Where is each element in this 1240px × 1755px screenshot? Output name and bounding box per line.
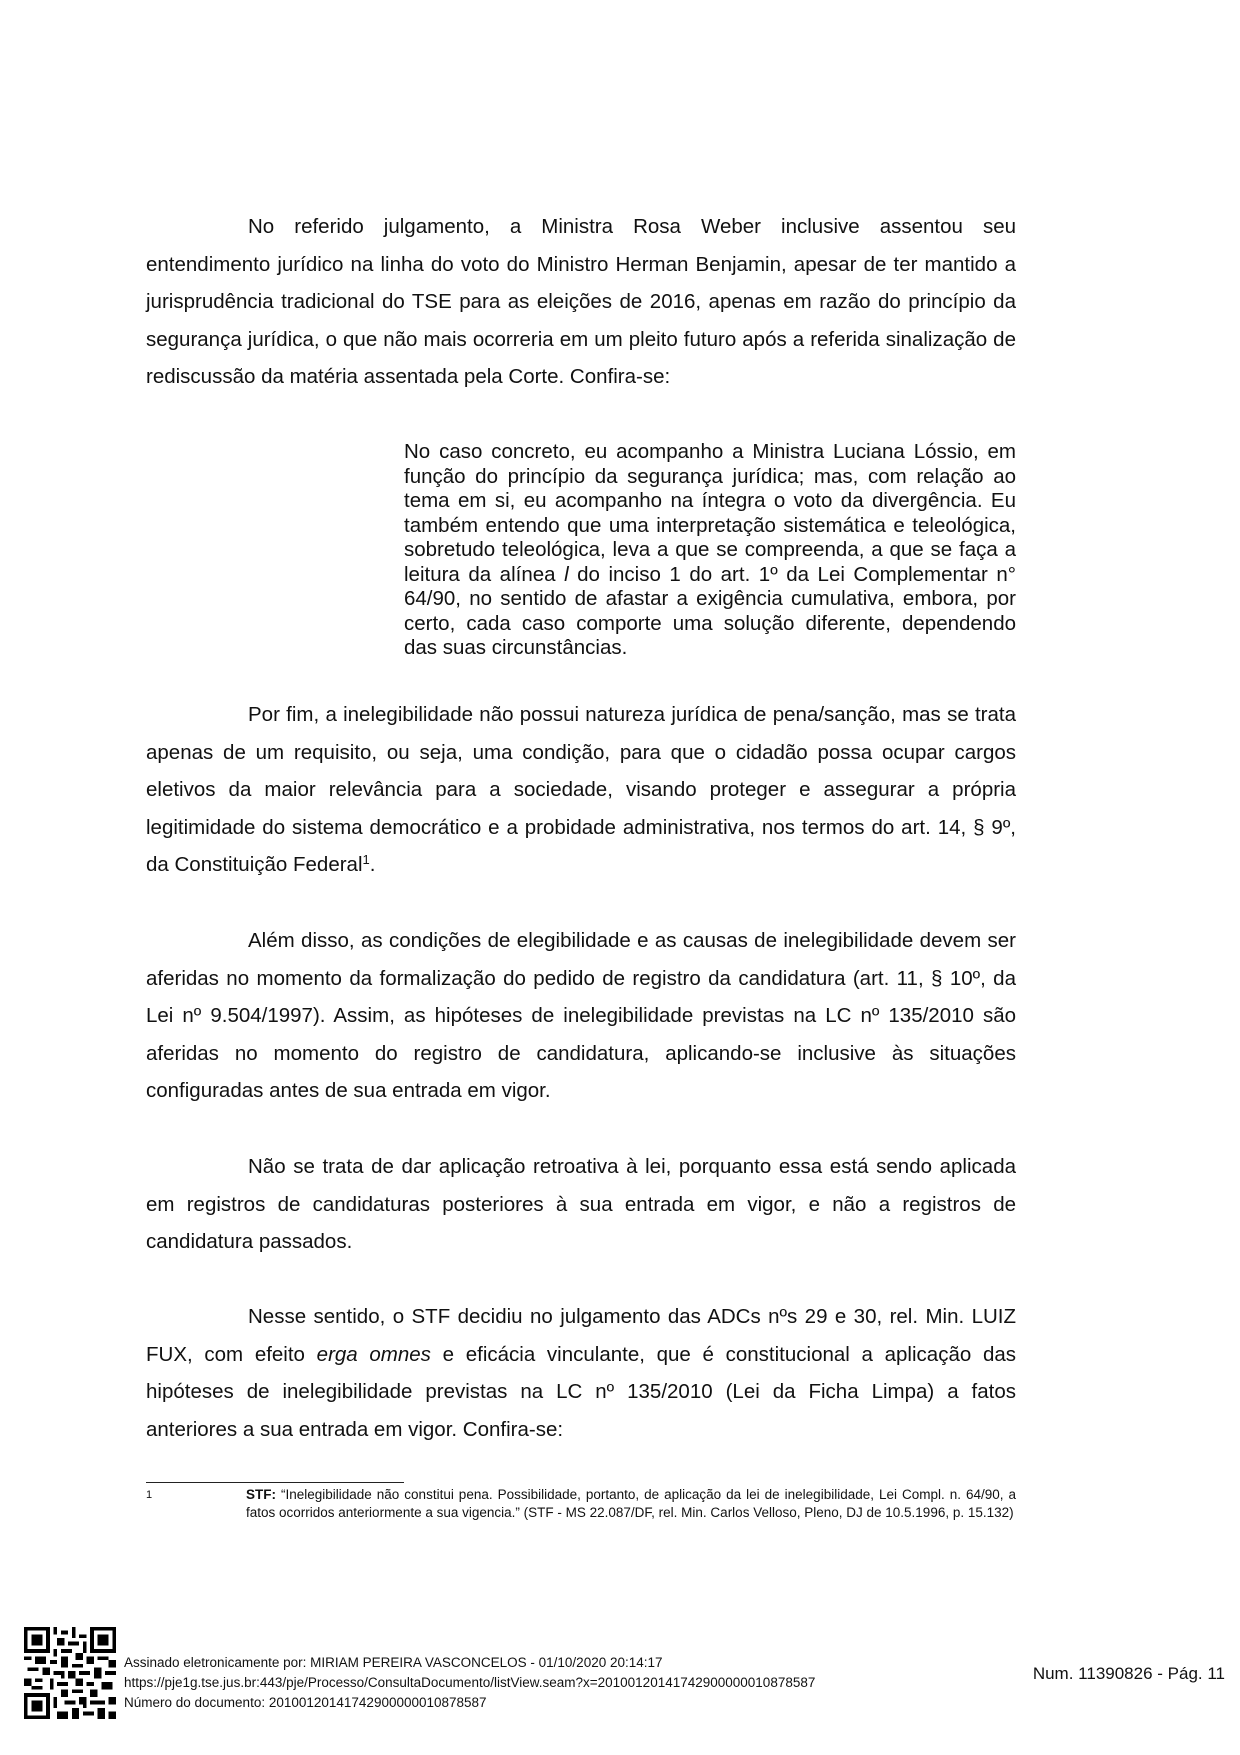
paragraph-stf — [146, 1298, 1016, 1448]
paragraph-inelegibilidade — [146, 696, 1016, 884]
paragraph-end: . — [369, 853, 376, 876]
paragraph-condicoes — [146, 922, 1016, 1110]
signature-url[interactable] — [124, 1673, 815, 1692]
footnote-text: “Inelegibilidade não constitui pena. Possibilidade, portanto, de aplicação da lei de inelegibilidade, Lei Compl. n. 64/90, a fatos ocorridos anteriormente a sua vigencia.” (STF - MS 22.087/DF, rel. Min. Carlos Velloso, Pleno, DJ de 10.5.1996, p. 15.132) — [246, 1487, 1016, 1520]
block-quote-rosa-weber — [404, 440, 1016, 661]
footnote-divider — [146, 1482, 404, 1483]
qr-code-icon — [24, 1627, 116, 1719]
page-number-text: Num. 11390826 - Pág. 11 — [1032, 1664, 1225, 1683]
signature-text: Número do documento: 20100120141742900000010878587 — [124, 1695, 487, 1710]
paragraph-text: Não se trata de dar aplicação retroativa à lei, porquanto essa está sendo aplicada em registros de candidaturas posteriores à sua entrada em vigor, e não a registros de candidatura passados. — [146, 1155, 1016, 1253]
signature-text: Assinado eletronicamente por: MIRIAM PEREIRA VASCONCELOS - 01/10/2020 20:14:17 — [124, 1655, 663, 1670]
paragraph-text: Além disso, as condições de elegibilidade e as causas de inelegibilidade devem ser aferidas no momento da formalização do pedido de registro da candidatura (art. 11, § 10º, da Lei nº 9.504/1997). Assim, as hipóteses de inelegibilidade previstas na LC nº 135/2010 são aferidas no momento do registro de candidatura, aplicando-se inclusive às situações configuradas antes de sua entrada em vigor. — [146, 929, 1016, 1102]
footnote-body — [146, 1486, 1016, 1522]
signature-signed-by — [124, 1653, 663, 1672]
footnote-number: 1 — [146, 1489, 153, 1501]
paragraph-text-end: e eficácia vinculante, que é constitucional a aplicação das hipóteses de inelegibilidade previstas na LC nº 135/2010 (Lei da Ficha Limpa) a fatos anteriores a sua entrada em vigor. Confira-se: — [146, 1342, 1016, 1441]
paragraph-text: Nesse sentido, o STF decidiu no julgamento das ADCs nºs 29 e 30, rel. Min. LUIZ FUX, com efeito — [146, 1305, 1016, 1366]
paragraph-text: Por fim, a inelegibilidade não possui natureza jurídica de pena/sanção, mas se trata apenas de um requisito, ou seja, uma condição, para que o cidadão possa ocupar cargos eletivos da maior relevância para a sociedade, visando proteger e assegurar a própria legitimidade do sistema democrático e a probidade administrativa, nos termos do art. 14, § 9º, da Constituição Federal — [146, 703, 1016, 876]
quote-text: No caso concreto, eu acompanho a Ministra Luciana Lóssio, em função do princípio da segurança jurídica; mas, com relação ao tema em si, eu acompanho na íntegra o voto da divergência. Eu também entendo que uma interpretação sistemática e teleológica, sobretudo teleológica, leva a que se compreenda, a que se faça a leitura da alínea — [404, 440, 1016, 586]
page-number — [1000, 1664, 1225, 1684]
paragraph-italic: erga omnes — [316, 1342, 431, 1366]
paragraph-rosa-weber — [146, 208, 1016, 396]
quote-text-end: do inciso 1 do art. 1º da Lei Complementar n° 64/90, no sentido de afastar a exigência cumulativa, embora, por certo, cada caso comporte uma solução diferente, dependendo das suas circunstâncias. — [404, 562, 1016, 659]
footnote-lead: STF: — [246, 1487, 276, 1502]
footnote-reference[interactable]: 1 — [362, 852, 370, 867]
paragraph-text: No referido julgamento, a Ministra Rosa Weber inclusive assentou seu entendimento jurídico na linha do voto do Ministro Herman Benjamin, apesar de ter mantido a jurisprudência tradicional do TSE para as eleições de 2016, apenas em razão do princípio da segurança jurídica, o que não mais ocorreria em um pleito futuro após a referida sinalização de rediscussão da matéria assentada pela Corte. Confira-se: — [146, 215, 1016, 388]
signature-link[interactable]: https://pje1g.tse.jus.br:443/pje/Processo/ConsultaDocumento/listView.seam?x=20100120141742900000010878587 — [124, 1675, 816, 1690]
quote-italic: l — [564, 562, 569, 586]
footnote — [146, 1486, 1016, 1522]
paragraph-retroativa — [146, 1148, 1016, 1261]
signature-doc-number — [124, 1693, 487, 1712]
